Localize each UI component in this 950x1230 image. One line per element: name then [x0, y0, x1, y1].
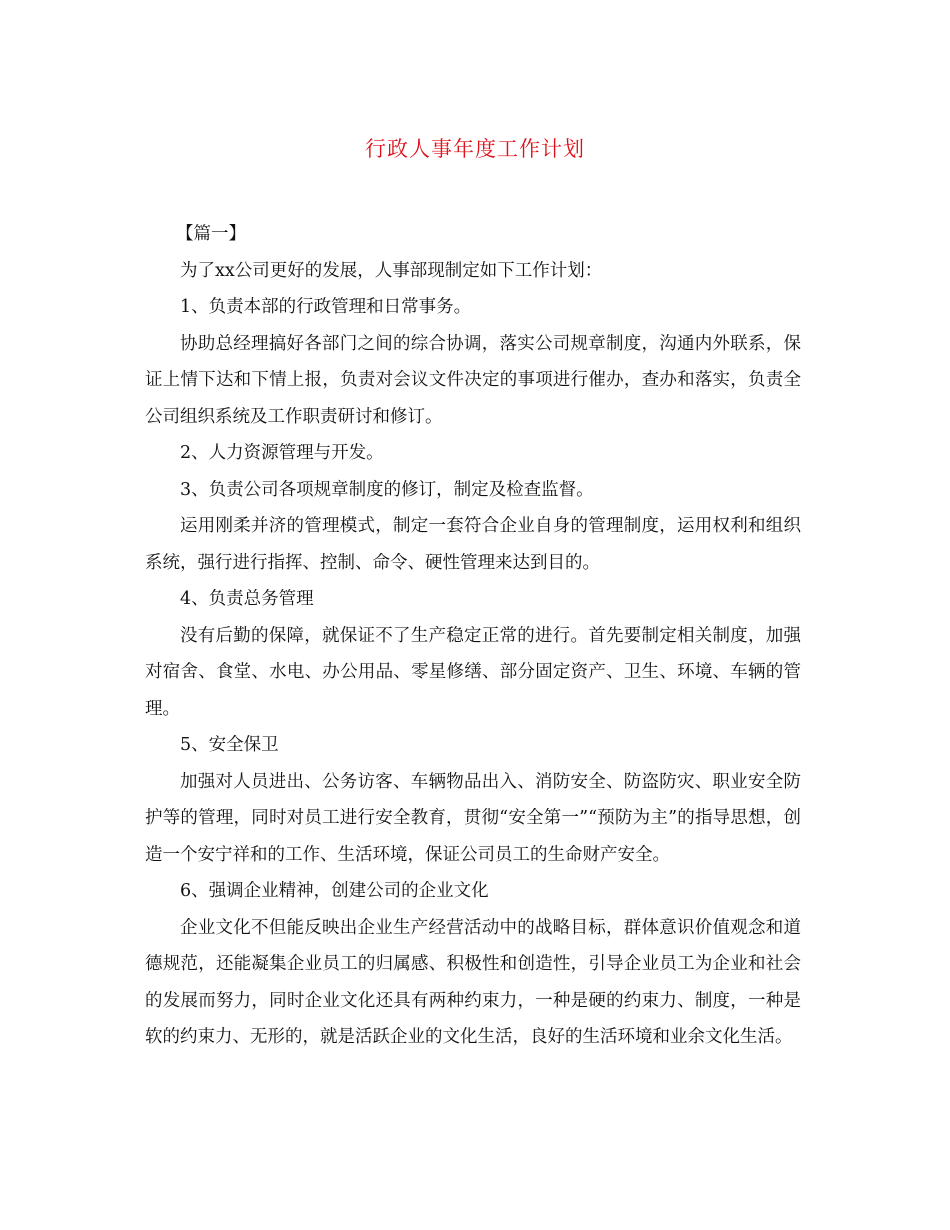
intro-paragraph: 为了xx公司更好的发展，人事部现制定如下工作计划：: [180, 260, 603, 281]
item-heading-6: 6、强调企业精神，创建公司的企业文化: [180, 881, 489, 901]
item-heading-1: 1、负责本部的行政管理和日常事务。: [180, 297, 472, 317]
section-heading: 【篇一】: [176, 224, 246, 244]
item-body-4: 没有后勤的保障，就保证不了生产稳定正常的进行。首先要制定相关制度，加强对宿舍、食堂、水电、办公用品、零星修缮、部分固定资产、卫生、环境、车辆的管理。: [145, 625, 801, 719]
item-heading-3: 3、负责公司各项规章制度的修订，制定及检查监督。: [180, 479, 594, 500]
document-body: [145, 216, 801, 1056]
document-title: 行政人事年度工作计划: [365, 137, 585, 161]
item-body-5: 加强对人员进出、公务访客、车辆物品出入、消防安全、防盗防灾、职业安全防护等的管理，同时对员工进行安全教育，贯彻“安全第一”“预防为主”的指导思想，创造一个安宁祥和的工作、生活环境，保证公司员工的生命财产安全。: [145, 771, 801, 865]
item-heading-2: 2、人力资源管理与开发。: [180, 443, 384, 463]
item-heading-5: 5、安全保卫: [180, 735, 279, 755]
item-body-3: 运用刚柔并济的管理模式，制定一套符合企业自身的管理制度，运用权利和组织系统，强行进行指挥、控制、命令、硬性管理来达到目的。: [145, 516, 801, 573]
item-body-6: 企业文化不但能反映出企业生产经营活动中的战略目标，群体意识价值观念和道德规范，还能凝集企业员工的归属感、积极性和创造性，引导企业员工为企业和社会的发展而努力，同时企业文化还具有两种约束力，一种是硬的约束力、制度，一种是软的约束力、无形的，就是活跃企业的文化生活，良好的生活环境和业余文化生活。: [145, 917, 801, 1047]
item-body-1: 协助总经理搞好各部门之间的综合协调，落实公司规章制度，沟通内外联系，保证上情下达和下情上报，负责对会议文件决定的事项进行催办，查办和落实，负责全公司组织系统及工作职责研讨和修订。: [145, 333, 801, 427]
item-heading-4: 4、负责总务管理: [180, 589, 314, 609]
